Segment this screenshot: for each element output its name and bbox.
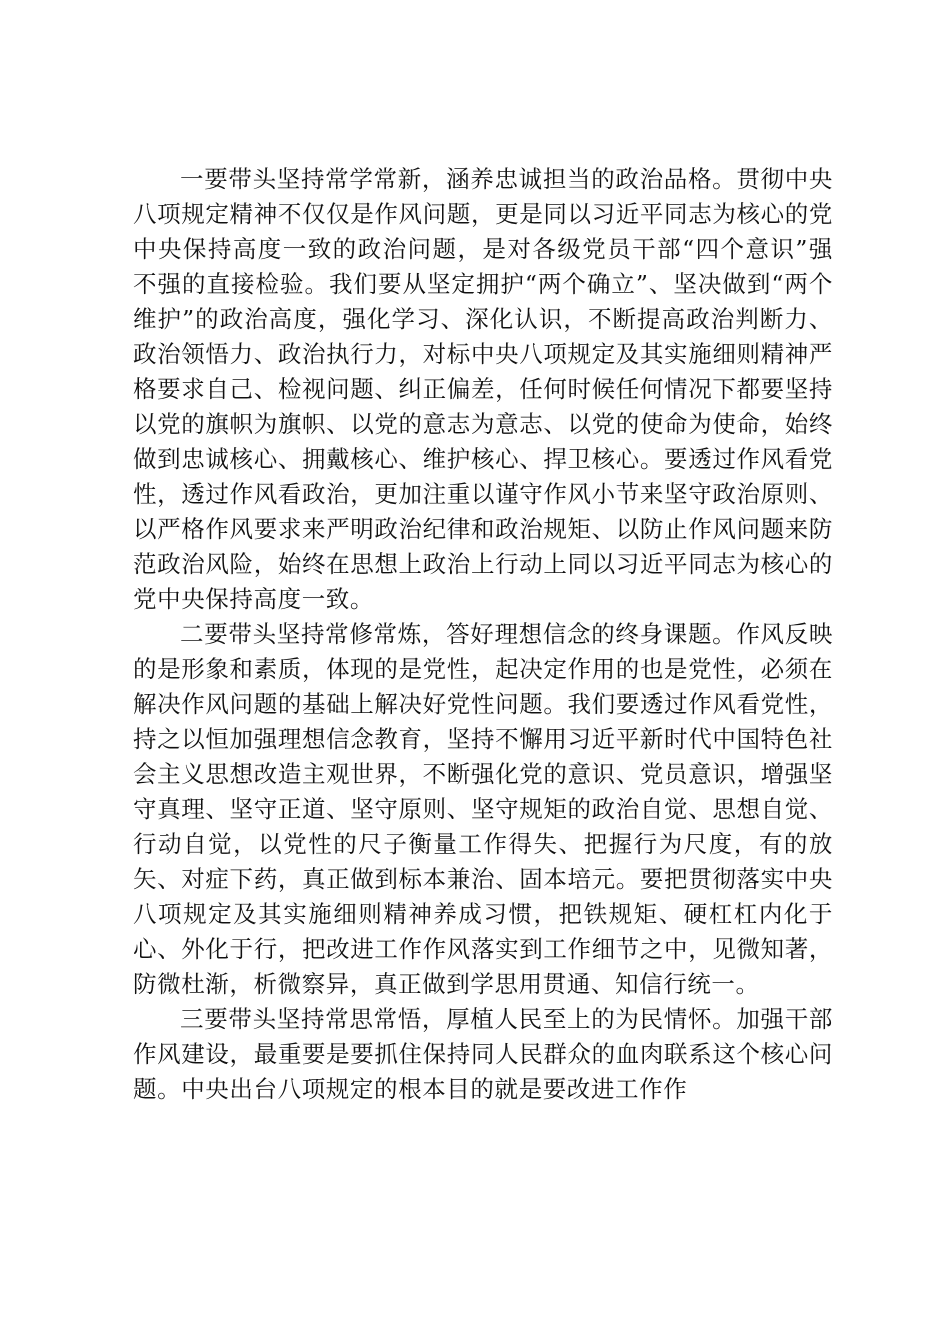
document-body (133, 162, 833, 1107)
paragraph-2: 二要带头坚持常修常炼，答好理想信念的终身课题。作风反映的是形象和素质，体现的是党性，起决定作用的也是党性，必须在解决作风问题的基础上解决好党性问题。我们要透过作风看党性，持之以恒加强理想信念教育，坚持不懈用习近平新时代中国特色社会主义思想改造主观世界，不断强化党的意识、党员意识，增强坚守真理、坚守正道、坚守原则、坚守规矩的政治自觉、思想自觉、行动自觉，以党性的尺子衡量工作得失、把握行为尺度，有的放矢、对症下药，真正做到标本兼治、固本培元。要把贯彻落实中央八项规定及其实施细则精神养成习惯，把铁规矩、硬杠杠内化于心、外化于行，把改进工作作风落实到工作细节之中，见微知著，防微杜渐，析微察异，真正做到学思用贯通、知信行统一。 (133, 620, 833, 998)
paragraph-3: 三要带头坚持常思常悟，厚植人民至上的为民情怀。加强干部作风建设，最重要是要抓住保持同人民群众的血肉联系这个核心问题。中央出台八项规定的根本目的就是要改进工作作 (133, 1005, 833, 1103)
paragraph-1: 一要带头坚持常学常新，涵养忠诚担当的政治品格。贯彻中央八项规定精神不仅仅是作风问题，更是同以习近平同志为核心的党中央保持高度一致的政治问题，是对各级党员干部“四个意识”强不强的直接检验。我们要从坚定拥护“两个确立”、坚决做到“两个维护”的政治高度，强化学习、深化认识，不断提高政治判断力、政治领悟力、政治执行力，对标中央八项规定及其实施细则精神严格要求自己、检视问题、纠正偏差，任何时候任何情况下都要坚持以党的旗帜为旗帜、以党的意志为意志、以党的使命为使命，始终做到忠诚核心、拥戴核心、维护核心、捍卫核心。要透过作风看党性，透过作风看政治，更加注重以谨守作风小节来坚守政治原则、以严格作风要求来严明政治纪律和政治规矩、以防止作风问题来防范政治风险，始终在思想上政治上行动上同以习近平同志为核心的党中央保持高度一致。 (133, 165, 833, 613)
